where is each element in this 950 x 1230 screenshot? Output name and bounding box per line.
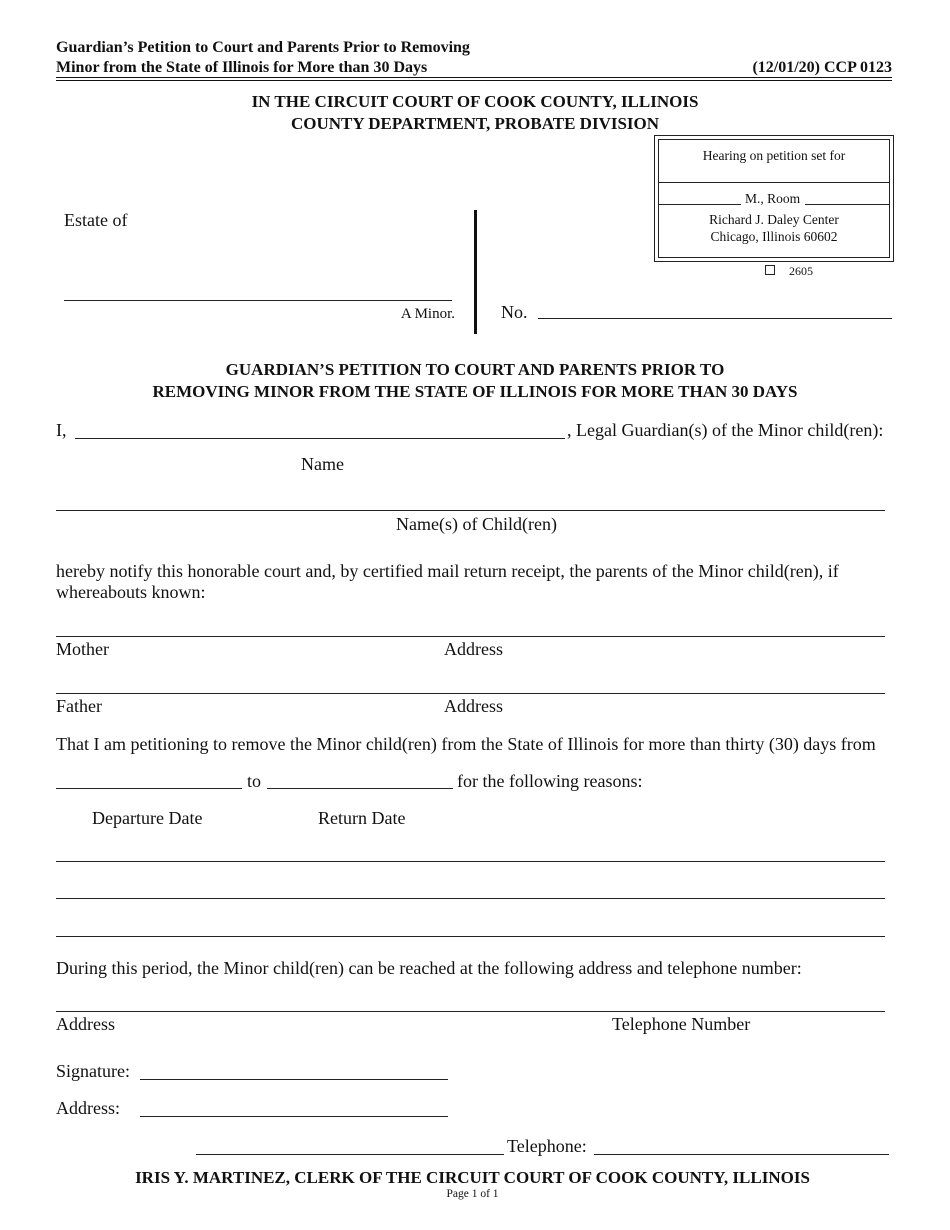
- to-label: to: [247, 771, 262, 791]
- petition-title-line2: REMOVING MINOR FROM THE STATE OF ILLINOIS FOR MORE THAN 30 DAYS: [152, 382, 798, 401]
- notify-text-line1: hereby notify this honorable court and, by certified mail return receipt, the parents of the Minor child(ren), if: [56, 561, 839, 581]
- telephone-line[interactable]: [594, 1154, 889, 1155]
- return-date-line[interactable]: [267, 788, 453, 789]
- father-label: Father: [56, 696, 102, 716]
- signer-address-label: Address:: [56, 1098, 120, 1118]
- guardian-name-line[interactable]: [75, 438, 565, 439]
- page-number: Page 1 of 1: [446, 1188, 499, 1200]
- case-no-line[interactable]: [538, 318, 892, 319]
- petition-title-line1: GUARDIAN’S PETITION TO COURT AND PARENTS PRIOR TO: [225, 360, 725, 379]
- father-line[interactable]: [56, 693, 885, 694]
- reached-address-line[interactable]: [56, 1011, 885, 1012]
- i-label: I,: [56, 420, 67, 440]
- children-names-line[interactable]: [56, 510, 885, 511]
- hearing-title: Hearing on petition set for: [702, 148, 846, 163]
- telephone-number-caption: Telephone Number: [612, 1014, 751, 1034]
- court-department: COUNTY DEPARTMENT, PROBATE DIVISION: [290, 114, 660, 133]
- departure-caption: Departure Date: [92, 808, 203, 828]
- estate-of-label: Estate of: [64, 210, 128, 230]
- hearing-location-line1: Richard J. Daley Center: [709, 212, 839, 227]
- petitioning-text: That I am petitioning to remove the Minor child(ren) from the State of Illinois for more than thirty (30) days from: [56, 734, 876, 754]
- a-minor-label: A Minor.: [400, 306, 455, 322]
- form-title-line1: Guardian’s Petition to Court and Parents Prior to Removing: [56, 39, 470, 56]
- mother-line[interactable]: [56, 636, 885, 637]
- minor-name-line[interactable]: [64, 300, 452, 301]
- children-caption: Name(s) of Child(ren): [396, 514, 557, 534]
- hearing-time-room-label: M., Room: [745, 191, 801, 206]
- father-address-label: Address: [444, 696, 503, 716]
- room-2605-label: 2605: [789, 264, 813, 278]
- hearing-location-line2: Chicago, Illinois 60602: [710, 229, 838, 244]
- hearing-date-line[interactable]: [659, 182, 889, 183]
- reached-address-caption: Address: [56, 1014, 115, 1034]
- hearing-box: [654, 135, 894, 262]
- hearing-time-line[interactable]: [659, 204, 741, 205]
- reasons-text: for the following reasons:: [457, 771, 643, 791]
- legal-guardian-text: , Legal Guardian(s) of the Minor child(ren):: [567, 420, 884, 440]
- signature-label: Signature:: [56, 1061, 130, 1081]
- case-no-label: No.: [501, 302, 528, 322]
- header-rule: [56, 77, 892, 78]
- signature-line[interactable]: [140, 1079, 448, 1080]
- form-title-line2: Minor from the State of Illinois for More than 30 Days: [56, 59, 428, 76]
- reason-line-1[interactable]: [56, 861, 885, 862]
- departure-date-line[interactable]: [56, 788, 242, 789]
- reason-line-2[interactable]: [56, 898, 885, 899]
- mother-address-label: Address: [444, 639, 503, 659]
- telephone-label: Telephone:: [507, 1136, 587, 1156]
- clerk-footer: IRIS Y. MARTINEZ, CLERK OF THE CIRCUIT COURT OF COOK COUNTY, ILLINOIS: [135, 1168, 810, 1187]
- form-code: (12/01/20) CCP 0123: [752, 59, 892, 76]
- caption-divider: [474, 210, 477, 334]
- return-caption: Return Date: [318, 808, 406, 828]
- signer-address-line[interactable]: [140, 1116, 448, 1117]
- reached-text: During this period, the Minor child(ren) can be reached at the following address and telephone number:: [56, 958, 802, 978]
- reason-line-3[interactable]: [56, 936, 885, 937]
- header-rule-2: [56, 80, 892, 81]
- name-caption: Name: [301, 454, 344, 474]
- hearing-room-line[interactable]: [805, 204, 889, 205]
- court-name: IN THE CIRCUIT COURT OF COOK COUNTY, ILLINOIS: [251, 92, 699, 111]
- notify-text-line2: whereabouts known:: [56, 582, 206, 602]
- mother-label: Mother: [56, 639, 109, 659]
- signer-address-line-2[interactable]: [196, 1154, 504, 1155]
- room-2605-checkbox[interactable]: [765, 265, 775, 275]
